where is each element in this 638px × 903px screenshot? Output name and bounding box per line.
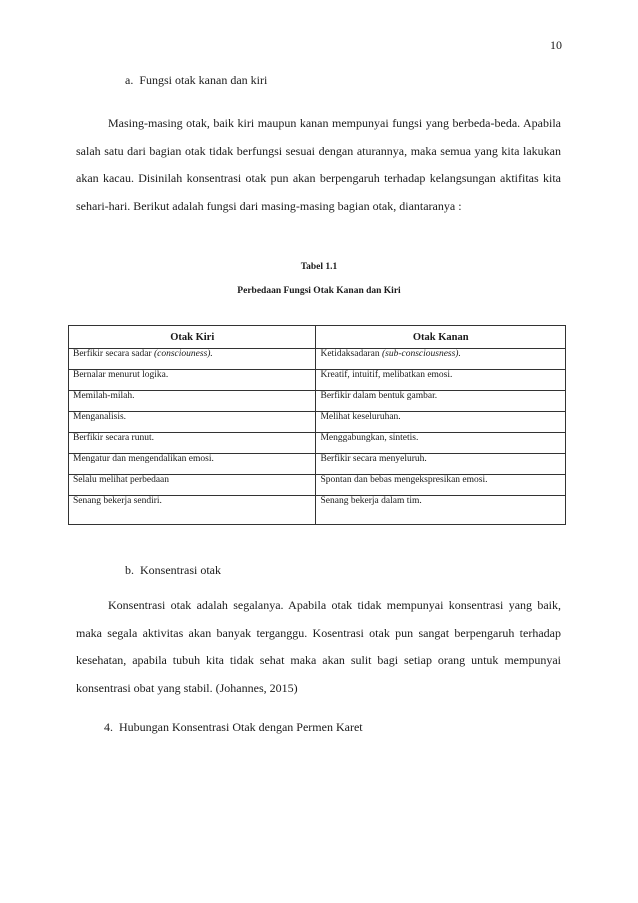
- cell-left: Mengatur dan mengendalikan emosi.: [69, 454, 316, 475]
- cell-left: Berfikir secara runut.: [69, 433, 316, 454]
- cell-right: Berfikir secara menyeluruh.: [316, 454, 566, 475]
- cell-right: Kreatif, intuitif, melibatkan emosi.: [316, 370, 566, 391]
- header-otak-kiri: Otak Kiri: [69, 326, 316, 349]
- cell-left: [69, 349, 316, 370]
- cell-left-italic: (consciouness).: [153, 349, 213, 359]
- cell-left-text: Berfikir secara sadar: [73, 349, 154, 359]
- table-row: [69, 454, 566, 475]
- header-otak-kanan: Otak Kanan: [316, 326, 566, 349]
- cell-right: Spontan dan bebas mengekspresikan emosi.: [316, 475, 566, 496]
- section-b-text: Konsentrasi otak adalah segalanya. Apabila otak tidak mempunyai konsentrasi yang baik, maka segala aktivitas akan banyak terganggu. Kosentrasi otak pun sangat berpengaruh terhadap kesehatan, apabila tubuh kita tidak sehat maka akan sulit bagi setiap orang untuk mempunyai konsentrasi obat yang stabil. (Johannes, 2015): [76, 598, 561, 695]
- table-row: [69, 349, 566, 370]
- cell-right: Melihat keseluruhan.: [316, 412, 566, 433]
- table-header-row: [69, 326, 566, 349]
- table-row: [69, 412, 566, 433]
- section-b-heading: b. Konsentrasi otak: [125, 563, 221, 577]
- table-row: [69, 391, 566, 412]
- table-row: [69, 475, 566, 496]
- section-a-text: Masing-masing otak, baik kiri maupun kanan mempunyai fungsi yang berbeda-beda. Apabila salah satu dari bagian otak tidak berfungsi sesuai dengan aturannya, maka semua yang kita lakukan akan kacau. Disinilah konsentrasi otak pun akan berpengaruh terhadap kelangsungan aktifitas kita sehari-hari. Berikut adalah fungsi dari masing-masing bagian otak, diantaranya :: [76, 116, 561, 213]
- section-a-paragraph: [76, 110, 561, 220]
- cell-left: Menganalisis.: [69, 412, 316, 433]
- table-row: [69, 496, 566, 525]
- cell-right: Berfikir dalam bentuk gambar.: [316, 391, 566, 412]
- table-title: Perbedaan Fungsi Otak Kanan dan Kiri: [237, 286, 401, 296]
- cell-right-italic: (sub-consciousness).: [381, 349, 461, 359]
- cell-left: Memilah-milah.: [69, 391, 316, 412]
- table-row: [69, 433, 566, 454]
- cell-left: Selalu melihat perbedaan: [69, 475, 316, 496]
- cell-right: Menggabungkan, sintetis.: [316, 433, 566, 454]
- cell-right: [316, 349, 566, 370]
- section-4-heading: 4. Hubungan Konsentrasi Otak dengan Permen Karet: [104, 720, 363, 734]
- section-a-heading: a. Fungsi otak kanan dan kiri: [125, 73, 268, 87]
- cell-left: Bernalar menurut logika.: [69, 370, 316, 391]
- section-b-paragraph: [76, 592, 561, 702]
- cell-left: Senang bekerja sendiri.: [69, 496, 316, 525]
- cell-right: Senang bekerja dalam tim.: [316, 496, 566, 525]
- page-number: 10: [550, 38, 562, 52]
- table-label: Tabel 1.1: [300, 262, 338, 272]
- comparison-table: [68, 325, 566, 525]
- cell-right-text: Ketidaksadaran: [320, 349, 382, 359]
- table-row: [69, 370, 566, 391]
